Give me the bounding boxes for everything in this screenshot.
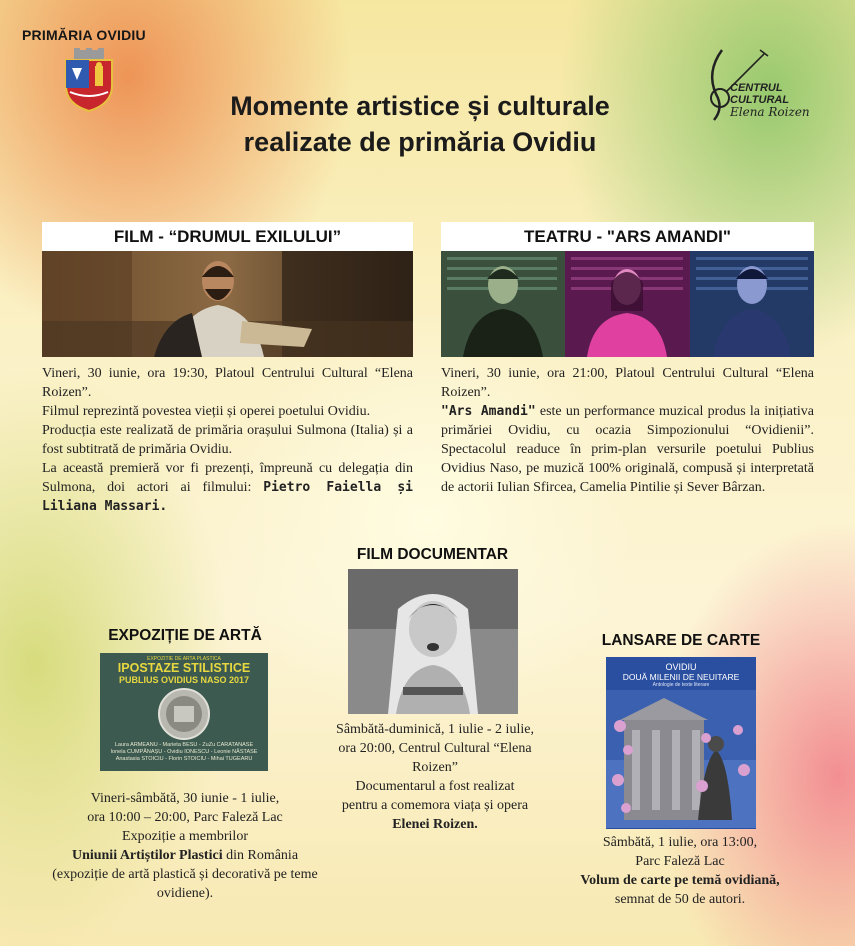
documentar-heading: FILM DOCUMENTAR [356,546,509,563]
teatru-para-2 [441,402,814,497]
film-para-4 [42,459,413,516]
documentar-line-1: Sâmbătă-duminică, 1 iulie - 2 iulie, [336,722,534,737]
documentar-photo [348,569,518,714]
poster-names-2: Ionela CUMPĂNAȘU - Ovidiu IONESCU - Leonie NĂSTASE [110,749,258,755]
carte-line-3: Volum de carte pe temă ovidiană, [580,873,780,888]
carte-line-2: Parc Faleză Lac [635,854,725,869]
expozitie-poster [100,653,268,771]
logo-line-3: Elena Roizen [730,105,810,119]
film-actors: Pietro Faiella și Liliana Massari. [42,480,413,514]
expozitie-union: Uniunii Artiștilor Plastici [71,848,223,863]
logo-line-2: CULTURAL [730,94,790,106]
carte-line-4: semnat de 50 de autori. [614,892,746,907]
book-title-2: DOUĂ MILENII DE NEUITARE [622,672,740,682]
poster-names-1: Laura ARMEANU - Marieta BESU - ZuZu CARATANASE [114,742,254,748]
carte-description [560,833,800,909]
poster-top: EXPOZITIE DE ARTA PLASTICA [147,656,221,662]
centrul-cultural-logo-text [730,82,810,118]
logo-line-1: CENTRUL [730,82,783,94]
book-illustration [606,690,756,828]
title-line-1: Momente artistice și culturale [230,91,610,121]
book-subtitle: Antologie de texte literare [652,682,710,688]
book-title-1: OVIDIU [665,662,697,672]
carte-book-cover [606,657,756,829]
film-para-2: Filmul reprezintă povestea vieții și operei poetului Ovidiu. [42,404,371,419]
teatru-photo [441,251,814,357]
expozitie-line-4-text: din România [222,848,299,863]
teatru-para-2-text: este un performance muzical produs la inițiativa primăriei Ovidiu, cu ocazia Simpozionului “Ovidienii”. Spectacolul readuce în prim-plan versurile poetului Publius Ovidius Naso, pe muzică 100% originală, compusă și interpretată de actorii Iulian Sfircea, Camelia Pintilie și Sever Bârzan. [441,404,815,495]
documentar-line-4: pentru a comemora viața și opera [341,798,529,813]
poster-title-1: IPOSTAZE STILISTICE [117,661,251,675]
film-para-3: Producția este realizată de primăria orașului Sulmona (Italia) și a fost subtitrată de primăria Ovidiu. [42,423,413,457]
poster-names-3: Anastasia STOICIU - Florin STOICIU - Mihai TUGEARU [115,756,253,762]
poster-title-2: PUBLIUS OVIDIUS NASO 2017 [118,675,250,685]
expozitie-description [20,789,350,903]
expozitie-line-5: (expoziție de artă plastică și decorativă pe teme ovidiene). [52,867,318,901]
documentar-line-5: Elenei Roizen. [392,817,478,832]
film-description [42,364,413,516]
expozitie-line-4 [20,846,350,865]
page-title [160,88,680,160]
film-heading: FILM - “DRUMUL EXILULUI” [42,222,413,252]
expozitie-line-3: Expoziție a membrilor [122,829,248,844]
carte-heading: LANSARE DE CARTE [601,632,761,649]
documentar-line-2: ora 20:00, Centrul Cultural “Elena Roizen” [338,741,532,775]
teatru-description [441,364,814,497]
title-line-2: realizate de primăria Ovidiu [243,127,597,157]
teatru-para-1: Vineri, 30 iunie, ora 21:00, Platoul Centrului Cultural “Elena Roizen”. [441,366,814,400]
teatru-show-name: "Ars Amandi" [441,404,536,419]
expozitie-line-1: Vineri-sâmbătă, 30 iunie - 1 iulie, [90,791,280,806]
medal-icon [100,686,268,742]
brand-name: PRIMĂRIA OVIDIU [22,27,146,43]
documentar-line-3: Documentarul a fost realizat [355,779,515,794]
expozitie-line-2: ora 10:00 – 20:00, Parc Faleză Lac [87,810,283,825]
documentar-description [315,720,555,834]
carte-line-1: Sâmbătă, 1 iulie, ora 13:00, [602,835,758,850]
coat-of-arms-icon [62,48,116,112]
teatru-heading: TEATRU - "ARS AMANDI" [441,222,814,252]
film-photo [42,251,413,357]
expozitie-heading: EXPOZIȚIE DE ARTĂ [108,627,262,644]
film-para-1: Vineri, 30 iunie, ora 19:30, Platoul Centrului Cultural “Elena Roizen”. [42,366,413,400]
film-para-4-text: La această premieră vor fi prezenți, împreună cu delegația din Sulmona, doi actori ai filmului: [42,461,413,495]
